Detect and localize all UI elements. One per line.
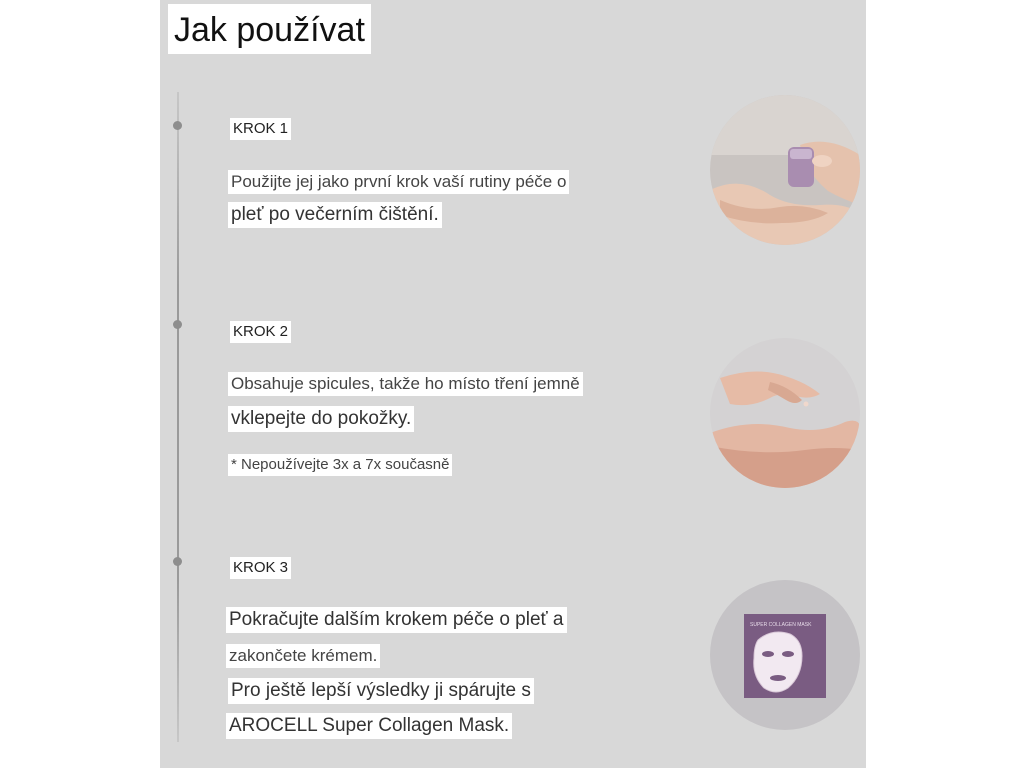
step-1-text-line-2: pleť po večerním čištění. (228, 202, 442, 228)
step-2-text-line-1: Obsahuje spicules, takže ho místo tření jemně (228, 372, 583, 396)
timeline-line (177, 92, 179, 742)
toner-bottle-hands-image (710, 95, 860, 245)
page-title: Jak používat (168, 4, 371, 54)
step-3-text-line-4: AROCELL Super Collagen Mask. (226, 713, 512, 739)
timeline-dot-step-3 (173, 557, 182, 566)
step-3-text-line-2: zakončete krémem. (226, 644, 380, 668)
step-2-note: * Nepoužívejte 3x a 7x současně (228, 454, 452, 476)
timeline-dot-step-1 (173, 121, 182, 130)
step-1-label: KROK 1 (230, 118, 291, 140)
how-to-use-panel (160, 0, 866, 768)
step-2-text-line-2: vklepejte do pokožky. (228, 406, 414, 432)
step-3-text-line-1: Pokračujte dalším krokem péče o pleť a (226, 607, 567, 633)
step-3-text-line-3: Pro ještě lepší výsledky ji spárujte s (228, 678, 534, 704)
step-3-label: KROK 3 (230, 557, 291, 579)
mask-package-text: SUPER COLLAGEN MASK (750, 622, 812, 628)
step-1-text-line-1: Použijte jej jako první krok vaší rutiny péče o (228, 170, 569, 194)
timeline-dot-step-2 (173, 320, 182, 329)
collagen-mask-image (710, 580, 860, 730)
step-2-label: KROK 2 (230, 321, 291, 343)
tapping-hand-image (710, 338, 860, 488)
